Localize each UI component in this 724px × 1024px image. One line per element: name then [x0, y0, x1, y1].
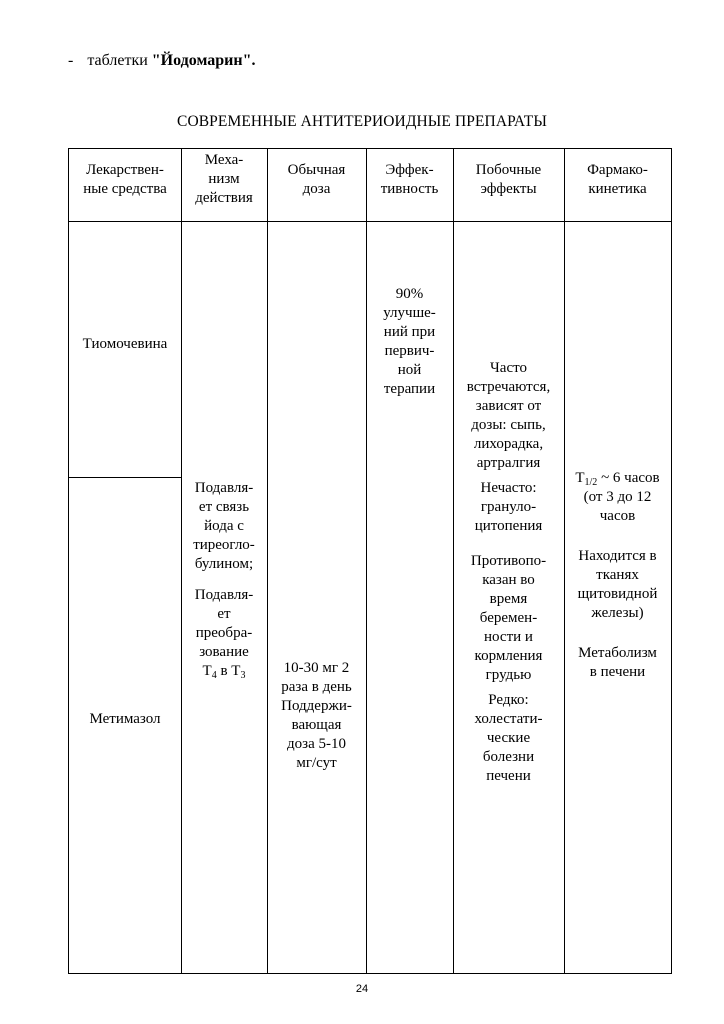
- header-efficacy: Эффек- тивность: [380, 162, 439, 197]
- drugs-table: [68, 148, 672, 974]
- header-mechanism: Меха- низм действия: [195, 152, 253, 206]
- drug-thiourea: Тиомочевина: [82, 336, 168, 352]
- bullet-dash: -: [68, 52, 74, 69]
- drug-row-divider: [69, 477, 181, 478]
- mechanism-text: Подавля- ет связь йода с тиреогло- булином; Подавля- ет преобра- зование $Т_4$ в $Т_3$: [181, 479, 267, 681]
- header-divider: [69, 221, 671, 222]
- intro-bold: "Йодомарин".: [151, 52, 256, 69]
- col-divider-3: [366, 149, 367, 973]
- intro-text: таблетки: [87, 52, 152, 69]
- header-dose: Обычная доза: [287, 162, 346, 197]
- t4-to-t3: $Т_4$ в $Т_3$: [202, 663, 246, 681]
- header-side-effects: Побочные эффекты: [475, 162, 542, 197]
- section-title: СОВРЕМЕННЫЕ АНТИТЕРИОИДНЫЕ ПРЕПАРАТЫ: [177, 113, 547, 130]
- efficacy-text: 90% улучше- ний при первич- ной терапии: [383, 286, 436, 397]
- header-pharmacokinetics: Фармако- кинетика: [587, 162, 648, 197]
- side-effects-text: Часто встречаются, зависят от дозы: сыпь, лихорадка, артралгия Нечасто: грануло- цитопения Противопо- казан во время беремен- ности и кормления грудью Редко: холестати- ческие болезни печени: [466, 360, 551, 784]
- dose-text: 10-30 мг 2 раза в день Поддержи- вающая доза 5-10 мг/сут: [281, 660, 352, 771]
- half-life: $Т_{1/2}$ ~ 6 часов: [575, 470, 660, 488]
- intro-bullet: [68, 52, 255, 70]
- page-number: 24: [355, 983, 369, 995]
- header-drugs: Лекарствен- ные средства: [83, 162, 167, 197]
- col-divider-2: [267, 149, 268, 973]
- pharmacokinetics-text: $Т_{1/2}$ ~ 6 часов (от 3 до 12 часов Находится в тканях щитовидной железы) Метаболизм в печени: [564, 469, 671, 682]
- drug-methimazole: Метимазол: [89, 711, 161, 727]
